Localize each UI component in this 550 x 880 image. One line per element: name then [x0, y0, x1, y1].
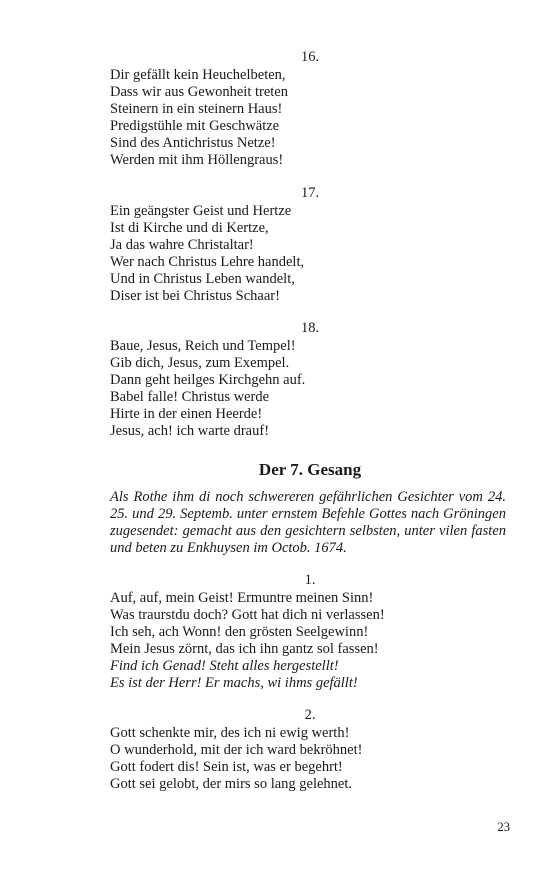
verse-line-refrain: Es ist der Herr! Er machs, wi ihms gefällt! — [110, 675, 358, 691]
verse-line: Auf, auf, mein Geist! Ermuntre meinen Sinn! — [110, 590, 374, 606]
verse-line: Gott fodert dis! Sein ist, was er begehrt! — [110, 759, 343, 775]
verse-line: O wunderhold, mit der ich ward bekröhnet! — [110, 742, 363, 758]
verse-line: Gott sei gelobt, der mirs so lang gelehnet. — [110, 776, 353, 792]
intro-line: und beten zu Enkhuysen im Octob. 1674. — [110, 540, 347, 556]
verse-line: Gott schenkte mir, des ich ni ewig werth! — [110, 725, 350, 741]
verse-line: Werden mit ihm Höllengraus! — [110, 152, 284, 168]
verse-line: Gib dich, Jesus, zum Exempel. — [110, 355, 290, 371]
stanza-number: 17. — [300, 185, 320, 201]
stanza-16 — [110, 67, 410, 169]
verse-line: Ich seh, ach Wonn! den grösten Seelgewinn! — [110, 624, 369, 640]
stanza-number: 1. — [304, 572, 316, 588]
verse-line: Baue, Jesus, Reich und Tempel! — [110, 338, 296, 354]
verse-line: Wer nach Christus Lehre handelt, — [110, 254, 305, 270]
verse-line: Sind des Antichristus Netze! — [110, 135, 276, 151]
verse-line: Diser ist bei Christus Schaar! — [110, 288, 280, 304]
verse-line: Dass wir aus Gewonheit treten — [110, 84, 288, 100]
verse-line: Ja das wahre Christaltar! — [110, 237, 254, 253]
intro-line: Als Rothe ihm di noch schwereren gefährlichen Gesichter vom 24. — [110, 489, 506, 505]
verse-line: Ein geängster Geist und Hertze — [110, 203, 292, 219]
verse-line: Hirte in der einen Heerde! — [110, 406, 263, 422]
verse-line: Predigstühle mit Geschwätze — [110, 118, 280, 134]
stanza-number: 18. — [300, 320, 320, 336]
stanza-18 — [110, 338, 410, 440]
song-stanza-1 — [110, 590, 410, 692]
verse-line: Jesus, ach! ich warte drauf! — [110, 423, 270, 439]
intro-line: 25. und 29. Septemb. unter ernstem Befehle Gottes nach Gröningen — [110, 506, 506, 522]
song-stanza-2 — [110, 725, 410, 793]
verse-line: Und in Christus Leben wandelt, — [110, 271, 295, 287]
section-intro — [110, 489, 506, 557]
stanza-17 — [110, 203, 410, 305]
section-heading: Der 7. Gesang — [258, 460, 362, 479]
verse-line: Steinern in ein steinern Haus! — [110, 101, 283, 117]
verse-line: Ist di Kirche und di Kertze, — [110, 220, 269, 236]
intro-line: zugesendet: gemacht aus den gesichtern selbsten, unter vilen fasten — [110, 523, 506, 539]
verse-line-refrain: Find ich Genad! Steht alles hergestellt! — [110, 658, 339, 674]
page-number: 23 — [497, 820, 510, 834]
verse-line: Mein Jesus zörnt, das ich ihn gantz sol fassen! — [110, 641, 379, 657]
verse-line: Was traurstdu doch? Gott hat dich ni verlassen! — [110, 607, 385, 623]
verse-line: Babel falle! Christus werde — [110, 389, 270, 405]
verse-line: Dann geht heilges Kirchgehn auf. — [110, 372, 306, 388]
verse-line: Dir gefällt kein Heuchelbeten, — [110, 67, 286, 83]
stanza-number: 16. — [300, 49, 320, 65]
stanza-number: 2. — [304, 707, 316, 723]
